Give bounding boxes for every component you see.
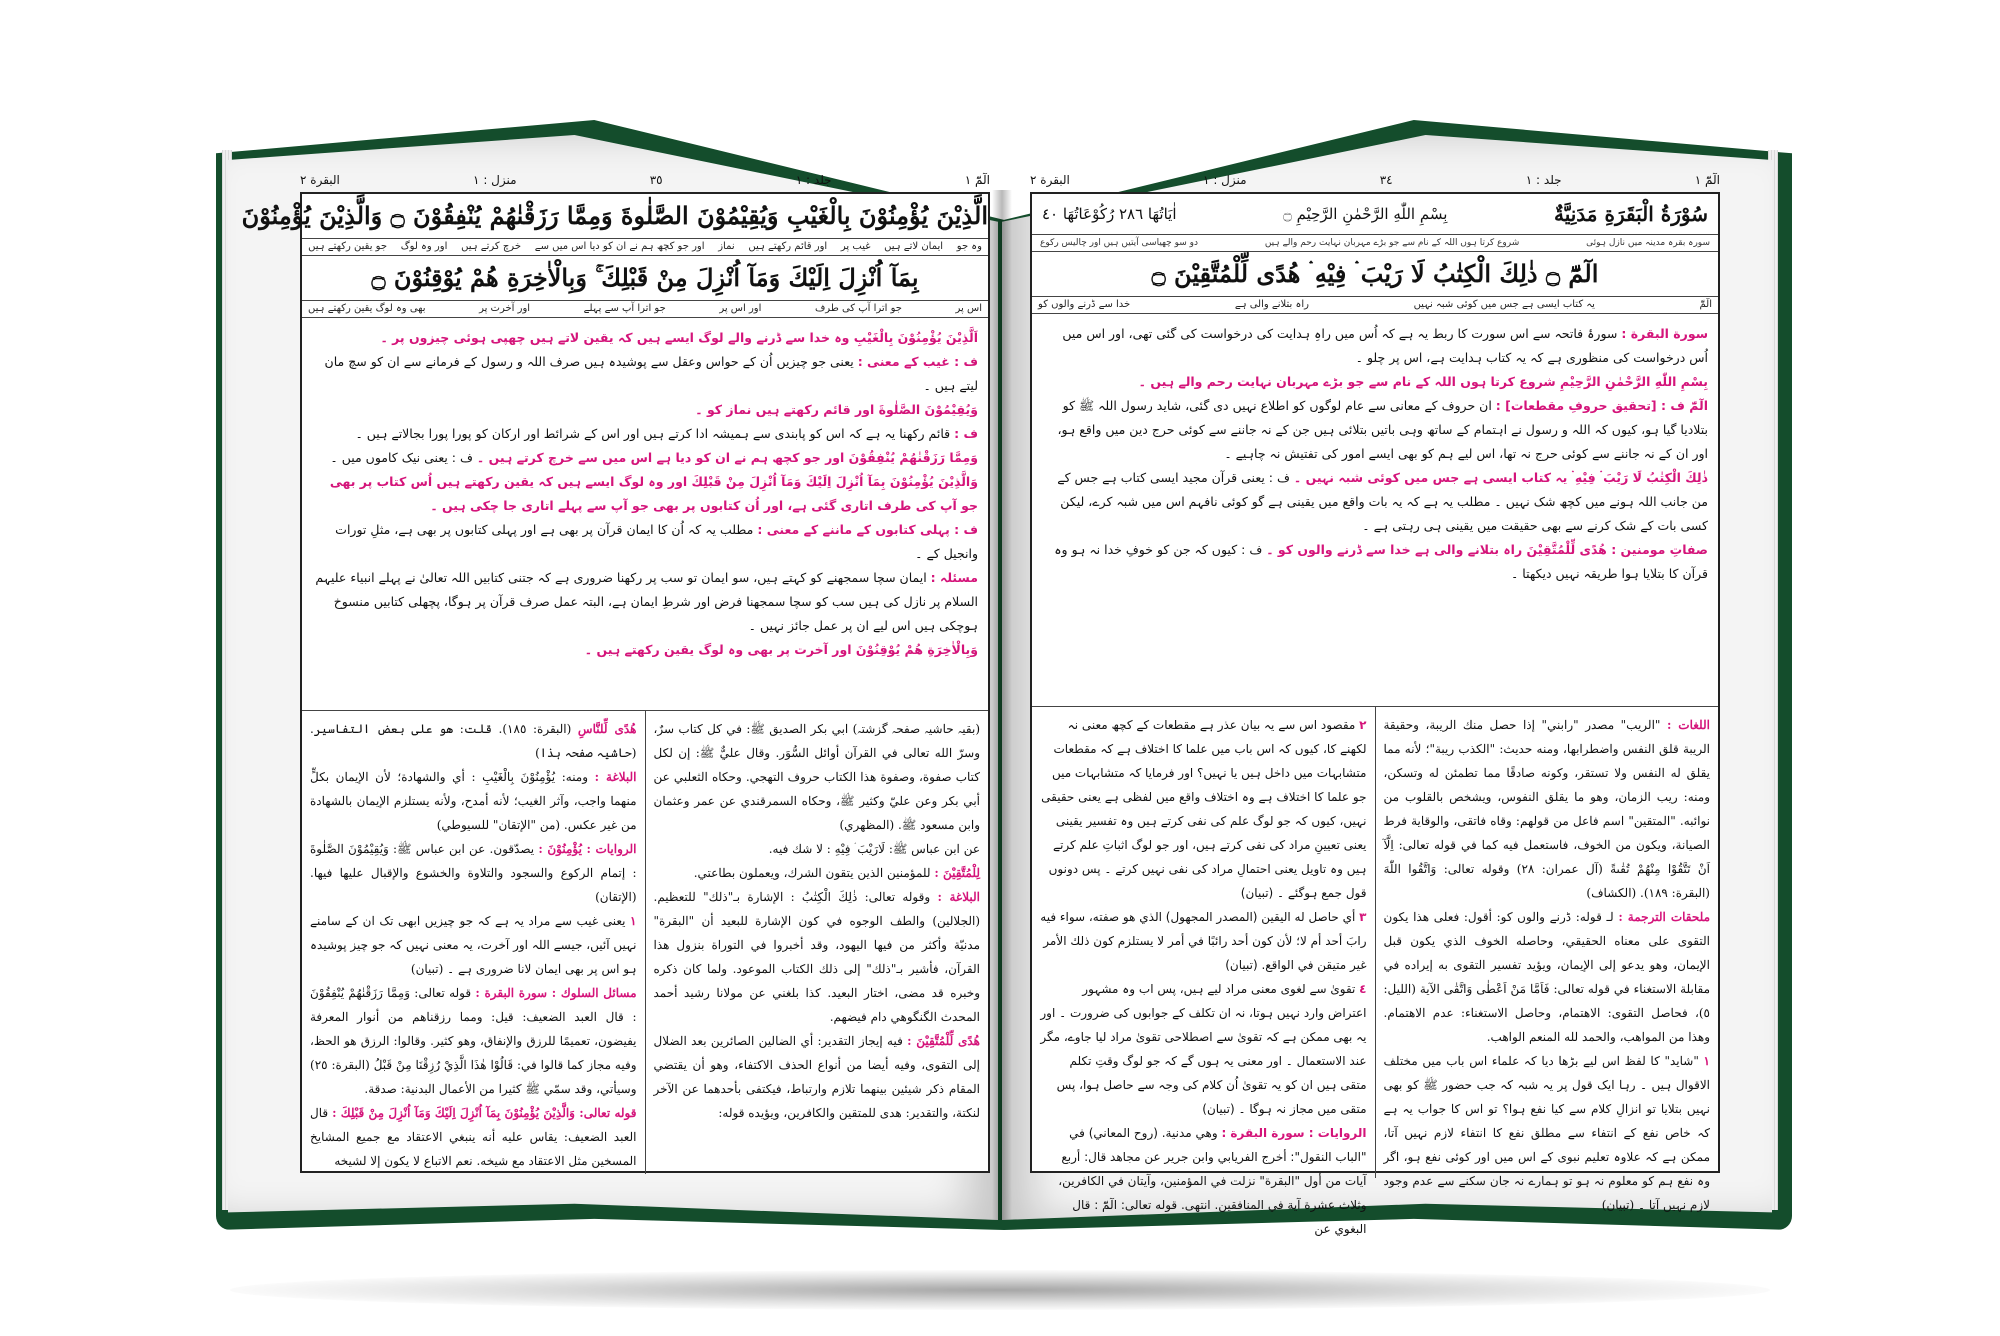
body-text: لـ قوله: ڈرنے والوں کو: أقول: فعلى هذا يكون التقوى على معناه الحقيقي، وحاصله الخوف الذي يكون قبل الإيمان، وهو يدعو إلى الإيمان، ويؤيد تفسير التقوى به إيراده في مقابلة الاستغناء في قوله تعالى: فَاَمَّا مَنْ اَعْطٰى وَاتَّقٰى الآية (الليل: ٥)، فحاصل التقوى: الاهتمام، وحاصل الاستغناء: عدم الاهتمام. وهذا من المواهب، والحمد لله المنعم الواهب. [1383, 910, 1710, 1044]
word-by-word-translation [302, 239, 988, 256]
paragraph [654, 1029, 981, 1125]
header-jild: جلد : ١ [795, 173, 832, 187]
tafsir-body [302, 318, 988, 711]
word-by-word-translation [1032, 297, 1718, 314]
body-text: (بقیہ حاشیہ صفحہ گزشتہ) ابي بكر الصديق ﷺ: في كل كتاب سرٌ، وسرّ الله تعالى في القرآن أوائل السُّوَر. وقال عليٌّ ﷺ: إن لكل كتاب صفوة، وصفوة هذا الكتاب حروف التهجي. وحكاه الثعلبي عن أبي بكر وعن عليّ وكثير ﷺ، وحكاه السمرقندي عن عمر وعثمان وابن مسعود ﷺ. (المظهري) [653, 722, 980, 832]
paragraph [1042, 538, 1708, 586]
ayah-line: بِمَآ اُنْزِلَ اِلَيْكَ وَمَآ اُنْزِلَ مِنْ قَبْلِكَ ۚ وَبِالْاٰخِرَةِ هُمْ يُوْقِنُوْنَ ۝ [302, 256, 988, 301]
surah-heading [1032, 194, 1718, 235]
translation-word: الٓمّٓ [1699, 299, 1712, 310]
bismillah: بِسْمِ اللّٰهِ الرَّحْمٰنِ الرَّحِيْمِ ۝ [1283, 205, 1448, 223]
highlighted-text: لِلْمُتَّقِيْنَ : [934, 866, 980, 880]
body-text: أي حاصل له اليقين (المصدر المجهول) الذي هو صفته، سواء فيه رابَ أحد أم لا؛ لأن كون أحد رائبًا في أمر لا يستلزم كون ذلك الأمر غير متيقن في الواقع. (تبيان) [1040, 910, 1367, 972]
paragraph [654, 885, 981, 1029]
translation-word: ایمان لاتے ہیں [884, 241, 944, 252]
translation-word: یہ کتاب ایسی ہے جس میں کوئی شبہ نہیں [1413, 299, 1595, 310]
highlighted-text: وَالَّذِيْنَ يُؤْمِنُوْنَ بِمَآ اُنْزِلَ اِلَيْكَ وَمَآ اُنْزِلَ مِنْ قَبْلِكَ اور وہ لوگ ایسے ہیں کہ یقین رکھتے ہیں اُس کتاب پر بھی جو آپ کی طرف اتاری گئی ہے، اور اُن کتابوں پر بھی جو آپ سے پہلے اتاری جا چکی ہیں ۔ [329, 474, 978, 513]
highlighted-text: هُدًى لِّلنَّاسِ [577, 722, 637, 736]
paragraph [312, 398, 978, 422]
highlighted-text: البلاغة : [937, 890, 980, 904]
translation-word: اور قائم رکھتے ہیں [748, 241, 828, 252]
footnote-column-left [302, 711, 646, 1174]
tafsir-body [1032, 314, 1718, 707]
footnote-column-right [646, 711, 989, 1174]
word-by-word-translation [302, 301, 988, 318]
ayah-line: الٓمّٓ ۝ ذٰلِكَ الْكِتٰبُ لَا رَيْبَ ۛ فِيْهِ ۛ هُدًى لِّلْمُتَّقِيْنَ ۝ [1032, 252, 1718, 297]
footnote-columns [1032, 707, 1718, 1236]
body-text: ف : یعنی نیک کاموں میں ۔ [330, 450, 477, 465]
paragraph [1384, 905, 1711, 1049]
ayah-line: الَّذِيْنَ يُؤْمِنُوْنَ بِالْغَيْبِ وَيُقِيْمُوْنَ الصَّلٰوةَ وَمِمَّا رَزَقْنٰهُمْ يُنْفِقُوْنَ ۝ وَالَّذِيْنَ يُؤْمِنُوْنَ [302, 194, 988, 239]
paragraph [1040, 1121, 1367, 1241]
footnote-column-left [1032, 707, 1376, 1236]
paragraph [310, 1101, 637, 1173]
translation-word: غیب پر [840, 241, 871, 252]
highlighted-text: ٤ [1359, 982, 1367, 996]
surah-title: سُوْرَةُ الْبَقَرَةِ مَدَنِيَّةٌ [1553, 202, 1708, 226]
paragraph [310, 981, 637, 1101]
highlighted-text: قوله تعالى: وَالَّذِيْنَ يُؤْمِنُوْنَ بِمَآ اُنْزِلَ اِلَيْكَ وَمَآ اُنْزِلَ مِنْ قَبْلِكَ : [332, 1106, 637, 1120]
paragraph [310, 837, 637, 909]
paragraph [312, 470, 978, 518]
paragraph [310, 765, 637, 837]
header-surah: البقرة ٢ [1030, 173, 1070, 187]
body-text: "شاید" کا لفظ اس لیے بڑھا دیا کہ علماء اس باب میں مختلف الاقوال ہیں ۔ رہا ایک قول پر یہ شبہ کہ جب حضور ﷺ کو بھی نہیں بتلایا تو انزالِ کلام سے کیا نفع ہوا؟ تو اس کا جواب یہ ہے کہ خاص نفع کے انتفاء سے مطلق نفع کا انتفاء لازم نہیں آتا، ممکن ہے کہ علاوہ تعلیم نبوی کے اس میں اور کوئی نفع ہو، اگر وہ نفع ہم کو معلوم نہ ہو تو ہمارے نہ جان سکنے سے عدم وجود لازم نہیں آتا ۔ (تبیان) [1383, 1054, 1710, 1212]
body-text: وقوله تعالى: ذٰلِكَ الْكِتٰبُ : الإشارة بـ"ذلك" للتعظيم. (الجلالين) والطف الوجوه في كون الإشارة للبعيد أن "البقرة" مدنيّة وأكثر من فيها اليهود، وقد أخبروا في التوراة بنزول هذا القرآن، فأشير بـ"ذلك" إلى ذلك الكتاب الموعود. ولما كان ذكره وخبره قد مضى، اختار البعيد. كذا بلغني عن مولانا رشيد أحمد المحدث الگنگوهي دام فيضهم. [653, 890, 980, 1024]
highlighted-text: بِسْمِ اللّٰهِ الرَّحْمٰنِ الرَّحِيْمِ شروع کرتا ہوں اللہ کے نام سے جو بڑے مہربان نہایت رحم والے ہیں ۔ [1138, 374, 1708, 389]
highlighted-text: ف : پہلی کتابوں کے ماننے کے معنی : [757, 522, 978, 537]
paragraph [312, 566, 978, 638]
header-part: الٓمّٓ ١ [1694, 173, 1720, 187]
highlighted-text: الروايات : سورة البقرة : [1221, 1126, 1367, 1140]
translation-word: جو اترا آپ سے پہلے [583, 303, 666, 314]
highlighted-text: اَلَّذِيْنَ يُؤْمِنُوْنَ بِالْغَيْبِ وہ خدا سے ڈرنے والے لوگ ایسے ہیں کہ یقین لاتے ہیں چھپی ہوئی چیزوں پر ۔ [380, 330, 978, 345]
ayat-count: اٰيَاتُهَا ٢٨٦ رُكُوْعَاتُهَا ٤٠ [1042, 205, 1177, 223]
translation-word: اور آخرت پر [479, 303, 531, 314]
highlighted-text: ف : غیب کے معنی : [857, 354, 978, 369]
translation-word: سورہ بقرہ مدینہ میں نازل ہوئی [1586, 238, 1710, 248]
body-text: عن ابن عباس ﷺ: لَارَيْبَ ۛ فِيْهِ : لا شك فيه. [768, 842, 980, 856]
translation-word: راہ بتلانے والی ہے [1234, 299, 1309, 310]
footnote-columns [302, 711, 988, 1174]
highlighted-text: ف : [954, 426, 978, 441]
paragraph [654, 861, 981, 885]
highlighted-text: ١ [630, 914, 637, 928]
left-running-header [300, 170, 990, 190]
right-page-frame [1030, 192, 1720, 1236]
highlighted-text: وَيُقِيْمُوْنَ الصَّلٰوةَ اور قائم رکھتے ہیں نماز کو ۔ [695, 402, 978, 417]
highlighted-text: مسئلہ : [930, 570, 978, 585]
surah-subheading [1032, 235, 1718, 252]
body-text: قائم رکھنا یہ ہے کہ اس کو پابندی سے ہمیشہ ادا کرتے ہیں اور اس کے شرائط اور ارکان کو پورا پورا بجالاتے ہیں ۔ [355, 426, 955, 441]
paragraph [1040, 977, 1367, 1121]
translation-word: شروع کرتا ہوں اللہ کے نام سے جو بڑے مہربان نہایت رحم والے ہیں [1264, 238, 1520, 248]
paragraph [1042, 370, 1708, 394]
body-text: سورۂ فاتحہ سے اس سورت کا ربط یہ ہے کہ اُس میں راہِ ہدایت کی درخواست کی گئی تھی، اور اس میں اُس درخواست کی منظوری ہے کہ یہ کتاب ہدایت ہے، اس پر چلو ۔ [1062, 326, 1708, 365]
translation-word: اس پر [955, 303, 982, 314]
paragraph [310, 909, 637, 981]
highlighted-text: مسائل السلوك : سورة البقرة : [475, 986, 637, 1000]
paragraph [312, 326, 978, 350]
highlighted-text: ملحقات الترجمة : [1618, 910, 1710, 924]
body-text: ایمان سچا سمجھنے کو کہتے ہیں، سو ایمان تو سب پر رکھنا ضروری ہے کہ جتنی کتابیں اللہ تعالیٰ نے پہلے انبیاء علیہم السلام پر نازل کی ہیں سب کو سچا سمجھنا فرض اور شرطِ ایمان ہے، البتہ عمل صرف قرآن پر ہوگا، پچھلی کتابیں منسوخ ہوچکی ہیں اس لیے ان پر عمل جائز نہیں ۔ [315, 570, 978, 633]
paragraph [1042, 466, 1708, 538]
body-text: قال العبد الضعيف: يقاس عليه أنه ينبغي الاعتقاد مع جميع المشايخ المسخين مثل الاعتقاد مع شيخه. نعم الاتباع لا يكون إلا لشيخه [310, 1106, 637, 1168]
highlighted-text: ذٰلِكَ الْكِتٰبُ لَا رَيْبَ ۛ فِيْهِ ۛ یہ کتاب ایسی ہے جس میں کوئی شبہ نہیں ۔ [1293, 470, 1708, 485]
book-gutter [992, 190, 1012, 1220]
paragraph [312, 638, 978, 662]
body-text: مطلب یہ کہ اُن کا ایمان قرآن پر بھی ہے اور پہلی کتابوں پر بھی ہے، مثلِ تورات وانجیل کے ۔ [335, 522, 978, 561]
paragraph [1042, 322, 1708, 370]
paragraph [312, 350, 978, 398]
paragraph [1042, 394, 1708, 466]
highlighted-text: هُدًى لِّلْمُتَّقِيْنَ : [907, 1034, 980, 1048]
body-text: ومنه: يُؤْمِنُوْنَ بِالْغَيْبِ : أي والشهادة؛ لأن الإيمان بكلٍّ منهما واجب، وآثر الغيب؛ لأنه أمدح، ولأنه يستلزم الإيمان بالشهادة من غير عكس. (من "الإتقان" للسيوطي) [310, 770, 637, 832]
highlighted-text: الروايات : يُؤْمِنُوْنَ : [538, 842, 637, 856]
right-page [1030, 170, 1720, 1236]
translation-word: وہ جو [956, 241, 982, 252]
translation-word: نماز [718, 241, 735, 252]
highlighted-text: وَمِمَّا رَزَقْنٰهُمْ يُنْفِقُوْنَ اور جو کچھ ہم نے ان کو دیا ہے اس میں سے خرچ کرتے ہیں ۔ [476, 450, 978, 465]
highlighted-text: وَبِالْاٰخِرَةِ هُمْ يُوْقِنُوْنَ اور آخرت پر بھی وہ لوگ یقین رکھتے ہیں ۔ [584, 642, 978, 657]
body-text: وهي مدنية. (روح المعاني) في "الباب النقول": أخرج الفريابي وابن جرير عن مجاهد قال: أربع آيات من أول "البقرة" نزلت في المؤمنين، وآيتان في الكافرين، وثلاث عشرة آية في المنافقين. انتهى. قوله تعالى: الٓمّٓ : قال البغوي عن [1058, 1126, 1367, 1236]
paragraph [1384, 1049, 1711, 1217]
right-running-header [1030, 170, 1720, 190]
paragraph [312, 518, 978, 566]
paragraph [1040, 905, 1367, 977]
header-page-number: ٣٥ [649, 173, 663, 187]
translation-word: اور جو کچھ ہم نے ان کو دیا اس میں سے [534, 241, 705, 252]
body-text: تقویٰ سے لغوی معنی مراد لیے ہیں، پس اب وہ مشہور اعتراض وارد نہیں ہوتا، نہ ان تکلف کے جوابوں کی ضرورت ۔ اور یہ بھی ممکن ہے کہ تقویٰ سے اصطلاحی تقویٰ مراد لیا جاوے، مگر عند الاستعمال ۔ اور معنی یہ ہوں گے کہ جو لوگ وقتِ تکلم متقی ہیں ان کو یہ تقویٰ اُن کلام کی وجہ سے حاصل ہوا، پس متقی میں مجاز نہ ہوگا ۔ (تبیان) [1040, 982, 1367, 1116]
highlighted-text: اللغات : [1666, 718, 1710, 732]
body-text: قوله تعالى: وَمِمَّا رَزَقْنٰهُمْ يُنْفِقُوْنَ : قال العبد الضعيف: قيل: ومما رزقناهم من أنوار المعرفة يفيضون، تعميمًا للرزق والإنفاق، وهو كثير. وقالوا: الرزق هو الحظ، وفيه مجاز كما قالوا في: قَالُوْا هٰذَا الَّذِيْ رُزِقْنَا مِنْ قَبْلُ (البقرة: ٢٥) وسيأتي، وقد سمّي ﷺ كثيرا من الأعمال البدنية: صدقة. [310, 986, 637, 1096]
paragraph [654, 717, 981, 837]
highlighted-text: ١ [1703, 1054, 1710, 1068]
paragraph [310, 717, 637, 765]
translation-word: بھی وہ لوگ یقین رکھتے ہیں [308, 303, 426, 314]
header-part: الٓمّٓ ١ [964, 173, 990, 187]
translation-word: اور اس پر [719, 303, 762, 314]
paragraph [1040, 713, 1367, 905]
highlighted-text: ٣ [1359, 910, 1367, 924]
highlighted-text: البلاغة : [594, 770, 637, 784]
body-text: یعنی جو چیزیں اُن کے حواس وعقل سے پوشیدہ ہیں صرف اللہ و رسول کے فرمانے سے ان کو سچ مان لیتے ہیں ۔ [324, 354, 978, 393]
highlighted-text: الٓمّٓ ف : [تحقیق حروفِ مقطعات] : [1495, 398, 1708, 413]
highlighted-text: ٢ [1359, 718, 1367, 732]
body-text: ف : یعنی قرآن مجید ایسی کتاب ہے جس کے من جانب اللہ ہونے میں کچھ شک نہیں ۔ مطلب یہ ہے کہ یہ بات واقع میں یقینی ہے گو کوئی نافہم اس میں شبہ کرے، لیکن کسی بات کے شک کرنے سے بھی حقیقت میں یقینی ہی رہتی ہے ۔ [1057, 470, 1708, 533]
footnote-column-right [1376, 707, 1719, 1212]
header-manzil: منزل : ١ [473, 173, 517, 187]
book-shadow [230, 1270, 1770, 1310]
paragraph [312, 422, 978, 446]
header-jild: جلد : ١ [1525, 173, 1562, 187]
header-manzil: منزل : ١ [1203, 173, 1247, 187]
body-text: يصدّقون. عن ابن عباس ﷺ: وَيُقِيْمُوْنَ الصَّلٰوةَ : إتمام الركوع والسجود والتلاوة والخشوع والإقبال عليها فيها. (الإتقان) [310, 842, 637, 904]
translation-word: اور وہ لوگ [400, 241, 448, 252]
body-text: للمؤمنين الذين يتقون الشرك، ويعملون بطاعتي. [693, 866, 935, 880]
body-text: فيه إيجاز التقدير: أي الضالين الصائرين بعد الضلال إلى التقوى، وفيه أيضا من أنواع الحذف الاكتفاء، وهو أن يقتضي المقام ذكر شيئين بينهما تلازم وارتباط، فيكتفى بأحدهما عن الآخر لنكتة، والتقدير: هدى للمتقين والكافرين، ويؤيده قوله: [653, 1034, 980, 1120]
highlighted-text: صفاتِ مومنین : هُدًى لِّلْمُتَّقِيْنَ راہ بتلانے والی ہے خدا سے ڈرنے والوں کو ۔ [1266, 542, 1708, 557]
body-text: "الريب" مصدر "رابني" إذا حصل منك الريبة، وحقيقة الريبة قلق النفس واضطرابها، ومنه حديث: "الكذب ريبة"؛ لأنه مما يقلق له النفس ولا تستقر، وكونه صادقًا مما تطمئن له وتسكن، ومنه: ريب الزمان، وهو ما يقلق النفوس، ويشخص بالقلوب من نوائبه. "المتقين" اسم فاعل من قولهم: وقاه فاتقى، والوقاية فرط الصيانة، ويكون من الخوف، فاستعمل فيه كما في قوله تعالى: اِلَّآ اَنْ تَتَّقُوْا مِنْهُمْ تُقٰىةً (آل عمران: ٢٨) وقوله تعالى: وَاتَّقُوا اللّٰهَ (البقرة: ١٨٩). (الكشاف) [1383, 718, 1710, 900]
translation-word: خدا سے ڈرنے والوں کو [1038, 299, 1131, 310]
header-page-number: ٣٤ [1379, 173, 1393, 187]
highlighted-text: سورة البقرة : [1621, 326, 1708, 341]
body-text: مقصود اس سے یہ بیان عذر ہے مقطعات کے کچھ معنی نہ لکھنے کا، کیوں کہ اس باب میں علما کا اختلاف ہے کہ مقطعات متشابہات میں داخل ہیں یا نہیں؟ اور فرمایا کہ متشابہات میں جو علما کا اختلاف ہے وہ اختلاف واقع میں لفظی ہے یعنی حقیقی نہیں، کیوں کہ جو لوگ علم کی نفی کرتے ہیں وہ تفسیر یقینی یعنی تعیینِ مراد کی نفی کرتے ہیں، اور جو لوگ اثباتِ علم کرتے ہیں وہ تاویل یعنی احتمالِ مراد کی نفی نہیں کرتے ۔ پس دونوں قول جمع ہوگئے ۔ (تبیان) [1041, 718, 1367, 900]
translation-word: دو سو چھیاسی آیتیں ہیں اور چالیس رکوع [1040, 238, 1199, 248]
paragraph [1384, 713, 1711, 905]
body-text: ف : کیوں کہ جن کو خوفِ خدا نہ ہو وہ قرآن کا بتلایا ہوا طریقہ نہیں دیکھتا ۔ [1054, 542, 1708, 581]
header-surah: البقرة ٢ [300, 173, 340, 187]
left-page-frame [241, 192, 990, 1173]
translation-word: جو اترا آپ کی طرف [814, 303, 902, 314]
body-text: (البقرة: ١٨٥). قلت: هو على بعض التفاسير. (حاشیہ صفحہ ہذا) [310, 722, 637, 760]
left-page [241, 170, 990, 1173]
body-text: ان حروف کے معانی سے عام لوگوں کو اطلاع نہیں دی گئی، شاید رسول اللہ ﷺ کو بتلادیا گیا ہو، کیوں کہ اللہ و رسول نے اہتمام کے ساتھ وہی باتیں بتلائی ہیں جن کے نہ جاننے سے کوئی حرج دین میں واقع ہو، اور ان کے نہ جاننے سے کوئی حرج نہ تھا، اس لیے ہم کو بھی ایسے امور کی تفتیش نہ چاہیے ۔ [1057, 398, 1708, 461]
body-text: یعنی غیب سے مراد یہ ہے کہ جو چیزیں ابھی تک ان کے سامنے نہیں آئیں، جیسے اللہ اور آخرت، یہ معنی نہیں کہ جو چیز پوشیدہ ہو اس پر بھی ایمان لانا ضروری ہے ۔ (تبیان) [310, 914, 637, 976]
paragraph [654, 837, 981, 861]
translation-word: خرچ کرتے ہیں [461, 241, 521, 252]
translation-word: جو یقین رکھتے ہیں [308, 241, 388, 252]
paragraph [312, 446, 978, 470]
